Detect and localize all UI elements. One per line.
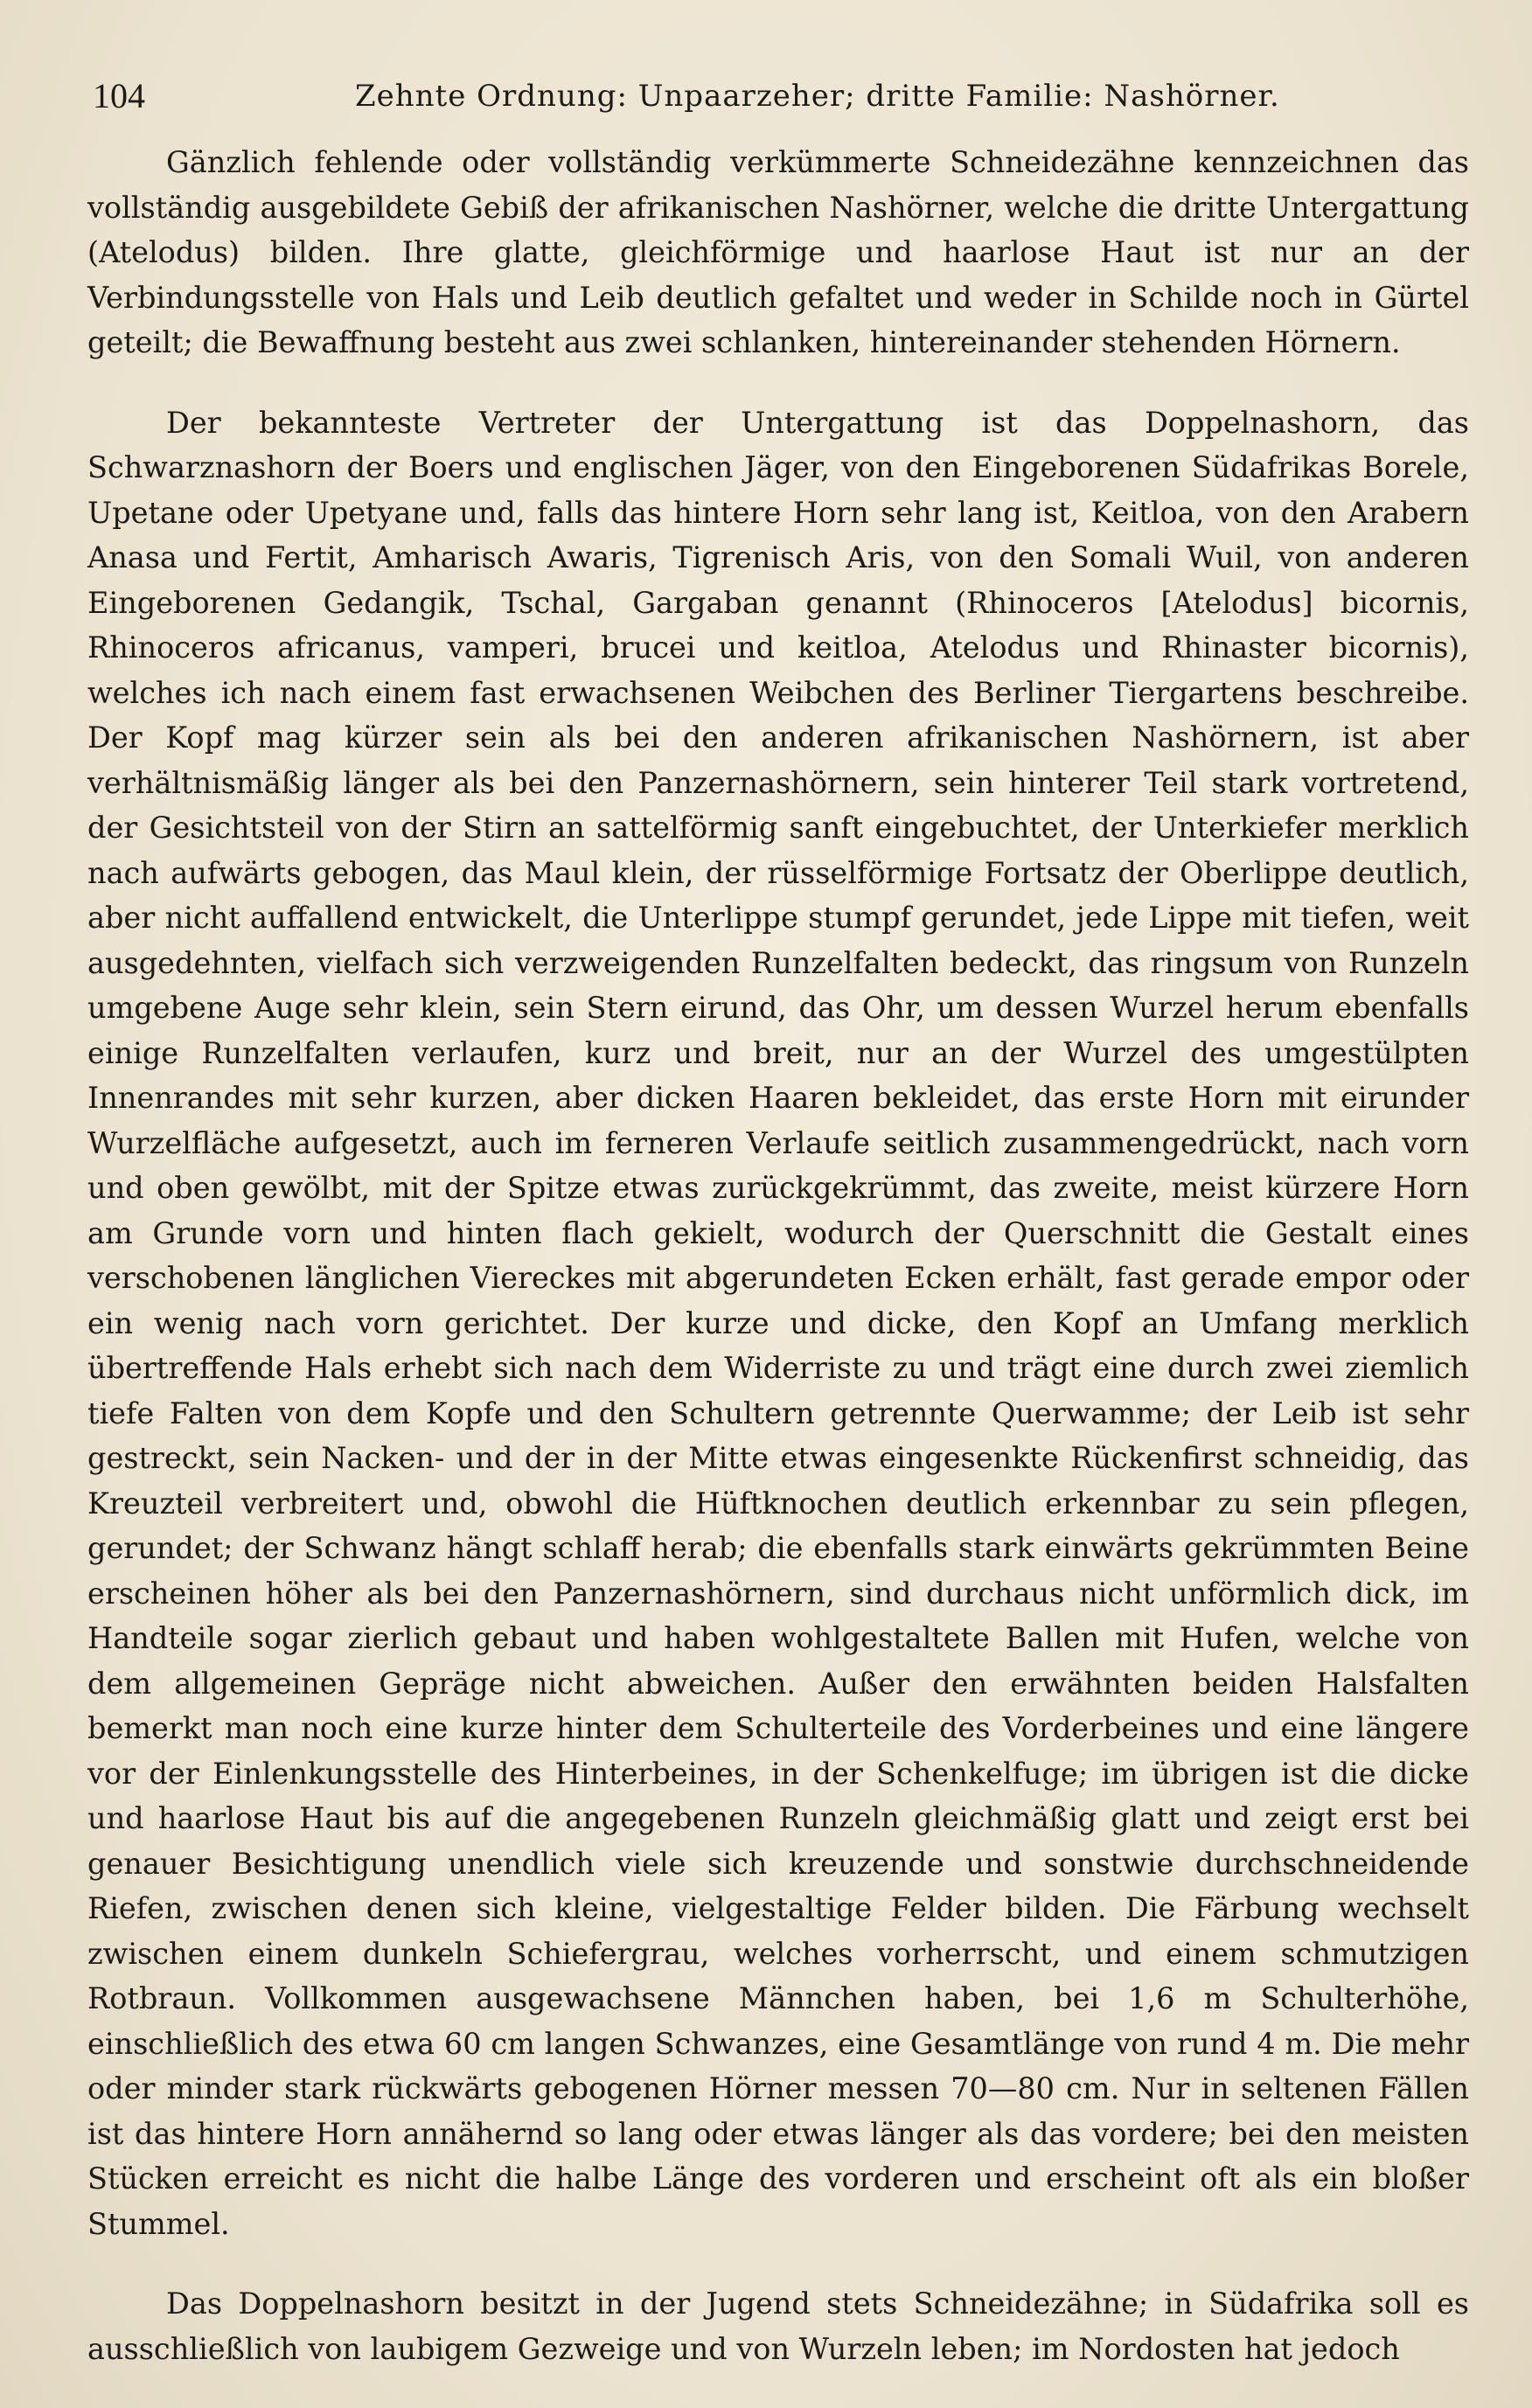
body-text [87,140,1469,2371]
running-head: Zehnte Ordnung: Unpaarzeher; dritte Familie: Nashörner. [355,79,1280,114]
page-header [93,70,1457,122]
paragraph-2: Der bekannteste Vertreter der Untergattung ist das Doppelnashorn, das Schwarznashorn der Boers und englischen Jäger, von den Eingeborenen Südafrikas Borele, Upetane oder Upetyane und, falls das hintere Horn sehr lang ist, Keitloa, von den Arabern Anasa und Fertit, Amharisch Awaris, Tigrenisch Aris, von den Somali Wuil, von anderen Eingeborenen Gedangik, Tschal, Gargaban genannt (Rhinoceros [Atelodus] bicornis, Rhinoceros africanus, vamperi, brucei und keitloa, Atelodus und Rhinaster bicornis), welches ich nach einem fast erwachsenen Weibchen des Berliner Tiergartens beschreibe. Der Kopf mag kürzer sein als bei den anderen afrikanischen Nashörnern, ist aber verhältnismäßig länger als bei den Panzernashörnern, sein hinterer Teil stark vortretend, der Gesichtsteil von der Stirn an sattelförmig sanft eingebuchtet, der Unterkiefer merklich nach aufwärts gebogen, das Maul klein, der rüsselförmige Fortsatz der Oberlippe deutlich, aber nicht auffallend entwickelt, die Unterlippe stumpf gerundet, jede Lippe mit tiefen, weit ausgedehnten, vielfach sich verzweigenden Runzelfalten bedeckt, das ringsum von Runzeln umgebene Auge sehr klein, sein Stern eirund, das Ohr, um dessen Wurzel herum ebenfalls einige Runzelfalten verlaufen, kurz und breit, nur an der Wurzel des umgestülpten Innenrandes mit sehr kurzen, aber dicken Haaren bekleidet, das erste Horn mit eirunder Wurzelfläche aufgesetzt, auch im ferneren Verlaufe seitlich zusammengedrückt, nach vorn und oben gewölbt, mit der Spitze etwas zurückgekrümmt, das zweite, meist kürzere Horn am Grunde vorn und hinten flach gekielt, wodurch der Querschnitt die Gestalt eines verschobenen länglichen Viereckes mit abgerundeten Ecken erhält, fast gerade empor oder ein wenig nach vorn gerichtet. Der kurze und dicke, den Kopf an Umfang merklich übertreffende Hals erhebt sich nach dem Widerriste zu und trägt eine durch zwei ziemlich tiefe Falten von dem Kopfe und den Schultern getrennte Querwamme; der Leib ist sehr gestreckt, sein Nacken- und der in der Mitte etwas eingesenkte Rückenfirst schneidig, das Kreuzteil verbreitert und, obwohl die Hüftknochen deutlich erkennbar zu sein pflegen, gerundet; der Schwanz hängt schlaff herab; die ebenfalls stark einwärts gekrümmten Beine erscheinen höher als bei den Panzernashörnern, sind durchaus nicht unförmlich dick, im Handteile sogar zierlich gebaut und haben wohlgestaltete Ballen mit Hufen, welche von dem allgemeinen Gepräge nicht abweichen. Außer den erwähnten beiden Halsfalten bemerkt man noch eine kurze hinter dem Schulterteile des Vorderbeines und eine längere vor der Einlenkungsstelle des Hinterbeines, in der Schenkelfuge; im übrigen ist die dicke und haarlose Haut bis auf die angegebenen Runzeln gleichmäßig glatt und zeigt erst bei genauer Besichtigung unendlich viele sich kreuzende und sonstwie durchschneidende Riefen, zwischen denen sich kleine, vielgestaltige Felder bilden. Die Färbung wechselt zwischen einem dunkeln Schiefergrau, welches vorherrscht, und einem schmutzigen Rotbraun. Vollkommen ausgewachsene Männchen haben, bei 1,6 m Schulterhöhe, einschließlich des etwa 60 cm langen Schwanzes, eine Gesamtlänge von rund 4 m. Die mehr oder minder stark rückwärts gebogenen Hörner messen 70—80 cm. Nur in seltenen Fällen ist das hintere Horn annähernd so lang oder etwas länger als das vordere; bei den meisten Stücken erreicht es nicht die halbe Länge des vorderen und erscheint oft als ein bloßer Stummel. [87,405,1469,2241]
paragraph-1: Gänzlich fehlende oder vollständig verkümmerte Schneidezähne kennzeichnen das vollständig ausgebildete Gebiß der afrikanischen Nashörner, welche die dritte Untergattung (Atelodus) bilden. Ihre glatte, gleichförmige und haarlose Haut ist nur an der Verbindungsstelle von Hals und Leib deutlich gefaltet und weder in Schilde noch in Gürtel geteilt; die Bewaffnung besteht aus zwei schlanken, hintereinander stehenden Hörnern. [87,145,1469,359]
paragraph-3: Das Doppelnashorn besitzt in der Jugend stets Schneidezähne; in Südafrika soll es ausschließlich von laubigem Gezweige und von Wurzeln leben; im Nordosten hat jedoch [87,2286,1469,2366]
page-number: 104 [93,76,145,115]
book-page [87,52,1469,2366]
